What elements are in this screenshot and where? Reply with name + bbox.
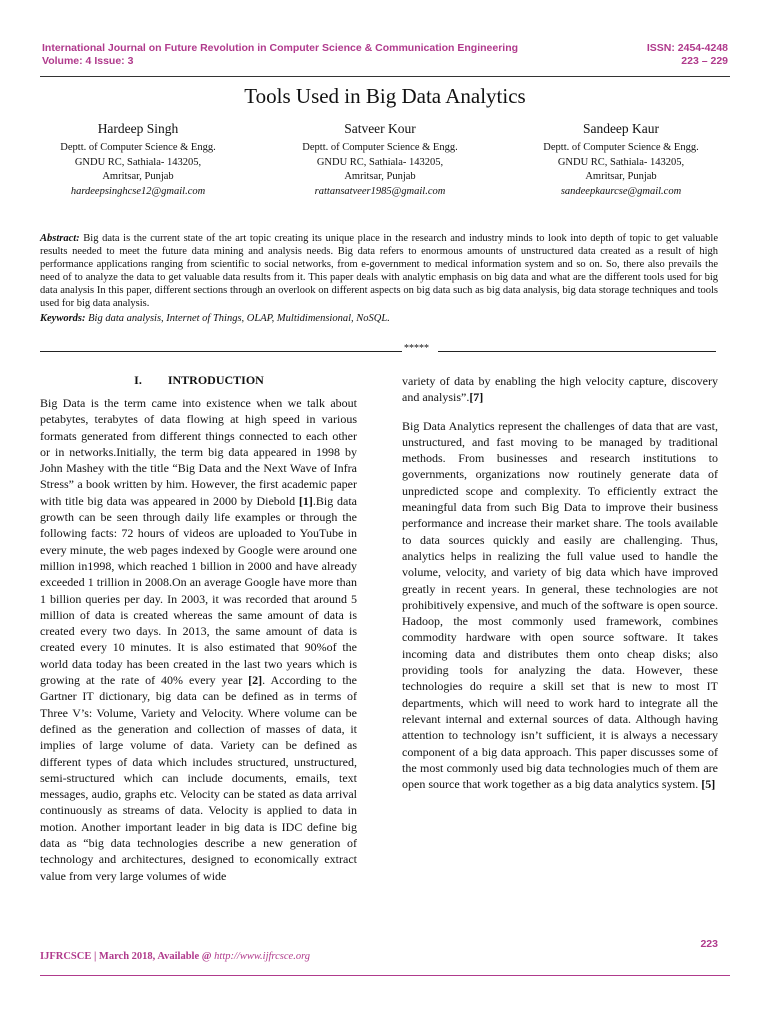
author-college: GNDU RC, Sathiala- 143205, (316, 156, 444, 168)
author-block-3 (520, 121, 722, 199)
page-number: 223 (700, 938, 718, 950)
body-text: variety of data by enabling the high velocity capture, discovery and analysis”. (402, 374, 718, 405)
journal-issn: ISSN: 2454-4248 (646, 42, 728, 54)
keywords-label: Keywords: (40, 313, 86, 324)
body-text: Big Data Analytics represent the challenges of data that are vast, unstructured, and fast moving to be managed by traditional methods. From businesses and research institutions to governments, organizations now routinely generate data of unpredicted scope and complexity. To efficiently extract the meaningful data from such Big Data to improve their business performance and increase their market share. The tools available to data sources quickly and easily are challenging. Thus, analytics helps in realizing the full value used to handle the volume, velocity, and variety of big data which have improved greatly in recent years. In general, these technologies are not prohibitively expensive, and much of the software is open source. Hadoop, the most commonly used framework, combines commodity hardware with open source software. It takes incoming data and distributes them onto cheap disks; also providing tools for analyzing the data. However, these technologies do require a skill set that is new to most IT departments, which will need to work hard to integrate all the relevant internal and external sources of data. Although having attention to technology isn’t sufficient, it is always a necessary component of a big data approach. This paper discusses some of the most commonly used big data technologies much of them are open source that work together as a big data analytics system. (402, 418, 718, 792)
author-block-2 (278, 121, 482, 199)
journal-header-right (647, 42, 728, 68)
author-block-1 (40, 121, 236, 199)
body-text: . According to the Gartner IT dictionary, big data can be defined as in terms of Three V’s: Volume, Variety and Velocity. Where volume can be defined as the generation and collection of masses of data, it implies of large volume of data. Variety can be defined as different types of data which includes structured, unstructured, semi-structured which can include documents, emails, text messages, audio, graphs etc. Velocity can be stated as data arrival continuously as streams of data. Velocity is applied to data in motion. Another important leader in big data is IDC define big data as “big data technologies describe a new generation of technology and architectures, designed to economically extract value from very large volumes of wide (40, 673, 357, 883)
abstract-text: Big data is the current state of the art topic creating its unique place in the research and industry minds to look into depth of topic to get valuable results needed to meet the future data mining and analysis needs. Big data refers to enormous amounts of unstructured data created as a result of high performance applications ranging from scientific to social networks, from e-government to medical information system and so on. So, there also prevails the need of to analyze the data to get valuable data results from it. This paper deals with analytic emphasis on big data and what are the different tools used for big data analysis In this paper, different sections through an overlook on different aspects on big data such as big data analysis, big data storage techniques and tools used for big data analysis. (40, 233, 718, 310)
journal-name: International Journal on Future Revolution in Computer Science & Communication Engineering (42, 42, 519, 54)
author-name: Sandeep Kaur (582, 121, 660, 136)
author-college: GNDU RC, Sathiala- 143205, (74, 156, 202, 168)
body-paragraph (402, 373, 718, 406)
citation: [1] (298, 493, 313, 508)
footer-journal: IJFRCSCE | March 2018, Available @ (40, 951, 215, 962)
abstract (40, 232, 718, 311)
footer-url-link[interactable]: http://www.ijfrcsce.org (214, 951, 311, 962)
section-title: INTRODUCTION (167, 373, 264, 387)
author-email: hardeepsinghcse12@gmail.com (70, 185, 206, 197)
keywords-text: Big data analysis, Internet of Things, OLAP, Multidimensional, NoSQL. (85, 313, 390, 324)
journal-volume: Volume: 4 Issue: 3 (42, 55, 134, 67)
body-text: Big Data is the term came into existence when we talk about petabytes, terabytes of data flowing at high speed in various formats generated from different things connected to each other or in networks.Initially, the term big data appeared in 1998 by John Mashey with the title “Big Data and the Next Wave of Infra Stress” a book written by him. However, the first academic paper with title big data was appeared in 2000 by Diebold (40, 396, 357, 508)
author-name: Hardeep Singh (97, 121, 179, 136)
left-column (40, 395, 357, 884)
author-place: Amritsar, Punjab (102, 171, 174, 182)
body-text: .Big data growth can be seen through daily life examples or through the following facts: 72 hours of videos are uploaded to YouTube in every minute, the web pages indexed by Google were around one million in1998, which reached 1 billion in 2000 and have already exceeded 1 trillion in 2008.On an average Google have more than 1 billion queries per day. In 2003, it was recorded that around 5 million of data is created whereas the same amount of data is created every two days. In 2013, the same amount of data is created every 10 minutes. It is also estimated that 90%of the world data today has been created in the last two years which is growing at the rate of 40% every year (40, 493, 357, 688)
citation: [2] (248, 673, 263, 688)
body-paragraph (40, 395, 357, 884)
author-place: Amritsar, Punjab (585, 171, 657, 182)
keywords (40, 313, 718, 324)
separator-stars: ***** (404, 343, 429, 354)
section-number: I. (134, 373, 142, 387)
author-dept: Deptt. of Computer Science & Engg. (302, 142, 458, 153)
right-column (402, 373, 718, 792)
author-email: rattansatveer1985@gmail.com (314, 185, 446, 197)
author-college: GNDU RC, Sathiala- 143205, (557, 156, 685, 168)
separator-line-left (40, 351, 402, 352)
footer-rule (40, 975, 730, 976)
separator-line-right (438, 351, 716, 352)
paper-title: Tools Used in Big Data Analytics (244, 84, 526, 108)
header-rule (40, 76, 730, 77)
footer (40, 951, 310, 962)
abstract-label: Abstract: (40, 233, 80, 244)
body-paragraph (402, 418, 718, 793)
section-heading (40, 373, 358, 388)
author-name: Satveer Kour (344, 121, 416, 136)
author-dept: Deptt. of Computer Science & Engg. (543, 142, 699, 153)
journal-header-left (42, 42, 518, 68)
journal-pages: 223 – 229 (681, 55, 728, 67)
author-place: Amritsar, Punjab (344, 171, 416, 182)
author-email: sandeepkaurcse@gmail.com (560, 185, 682, 197)
author-dept: Deptt. of Computer Science & Engg. (60, 142, 216, 153)
citation: [7] (469, 390, 484, 405)
citation: [5] (701, 777, 716, 792)
